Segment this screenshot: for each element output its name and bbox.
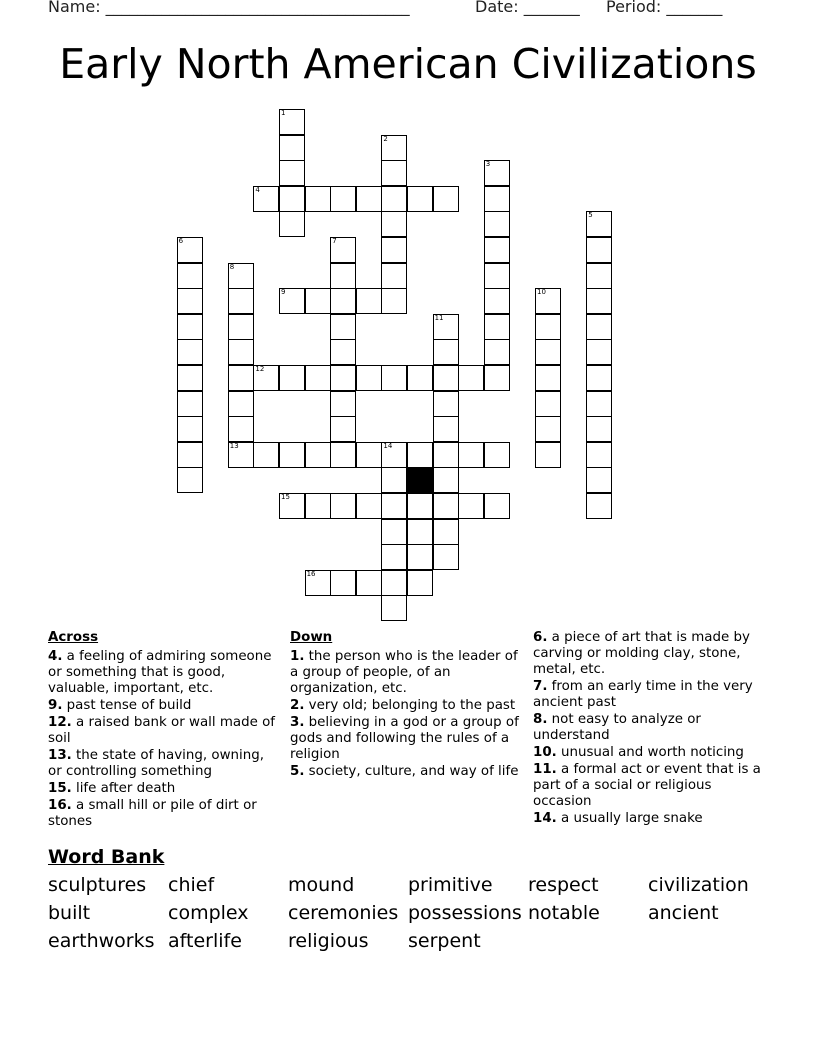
clue-text: unusual and worth noticing (556, 745, 744, 760)
clue-number: 1 (281, 109, 286, 117)
clue-number: 15 (281, 493, 290, 501)
black-cell (407, 467, 433, 493)
grid-cell[interactable] (177, 365, 203, 391)
grid-cell[interactable] (535, 365, 561, 391)
word-bank-word: sculptures (48, 874, 147, 896)
grid-cell[interactable] (433, 519, 459, 545)
clue-number: 10 (537, 288, 546, 297)
word-bank-word: notable (528, 902, 600, 924)
grid-cell[interactable] (381, 263, 407, 289)
clue-item (533, 811, 765, 827)
clue-number: 14 (383, 441, 393, 450)
grid-cell[interactable] (381, 595, 407, 621)
grid-cell[interactable] (407, 186, 433, 212)
grid-cell[interactable] (433, 493, 459, 519)
grid-cell[interactable] (356, 570, 382, 596)
clue-number: 11 (434, 313, 444, 322)
grid-cell[interactable] (381, 544, 407, 570)
grid-cell[interactable] (279, 211, 305, 237)
grid-cell[interactable] (177, 391, 203, 417)
clue-text: from an early time in the very ancient past (533, 679, 753, 710)
word-bank-word: built (48, 902, 91, 924)
word-bank-title: Word Bank (48, 846, 165, 868)
grid-cell[interactable] (586, 442, 612, 468)
clue-number-label: 8. (533, 712, 548, 727)
word-bank-word: ceremonies (288, 902, 399, 924)
clue-text: the state of having, owning, or controlling something (48, 748, 264, 779)
clue-number: 9 (281, 288, 286, 297)
date-field[interactable]: Date: _______ (475, 0, 580, 16)
grid-cell[interactable] (586, 237, 612, 263)
clue-number-label: 13. (48, 748, 72, 763)
clue-number: 7 (332, 237, 337, 245)
clue-number-label: 16. (48, 798, 72, 813)
word-bank-word: possessions (408, 902, 522, 924)
clue-text: believing in a god or a group of gods and following the rules of a religion (290, 715, 519, 762)
clue-item (48, 698, 276, 714)
grid-cell[interactable] (330, 416, 356, 442)
grid-cell[interactable] (535, 442, 561, 468)
clue-text: a usually large snake (556, 811, 703, 826)
grid-cell[interactable] (407, 442, 433, 468)
clue-number: 13 (229, 441, 239, 450)
clue-text: society, culture, and way of life (304, 764, 519, 779)
clue-number-label: 4. (48, 649, 63, 664)
grid-cell[interactable] (407, 570, 433, 596)
grid-cell[interactable] (586, 391, 612, 417)
word-bank-word: civilization (648, 874, 749, 896)
clue-number-label: 2. (290, 698, 305, 713)
word-bank-word: primitive (408, 874, 493, 896)
grid-cell[interactable] (330, 391, 356, 417)
clue-item (533, 712, 765, 744)
grid-cell[interactable] (433, 186, 459, 212)
word-bank-word: religious (288, 930, 369, 952)
grid-cell[interactable] (407, 519, 433, 545)
grid-cell[interactable] (433, 544, 459, 570)
clue-number: 6 (178, 237, 184, 245)
grid-cell[interactable] (330, 493, 356, 519)
grid-cell[interactable] (586, 314, 612, 340)
clue-item (533, 630, 765, 678)
clue-number: 12 (255, 365, 265, 373)
clue-number: 16 (306, 569, 316, 578)
grid-cell[interactable] (586, 263, 612, 289)
down-heading: Down (290, 630, 333, 645)
clue-number-label: 15. (48, 781, 72, 796)
grid-cell[interactable] (535, 391, 561, 417)
grid-cell[interactable] (381, 570, 407, 596)
clue-number-label: 14. (533, 811, 557, 826)
clue-item (48, 798, 276, 830)
clue-text: a piece of art that is made by carving or molding clay, stone, metal, etc. (533, 630, 750, 677)
grid-cell[interactable] (228, 288, 254, 314)
grid-cell[interactable] (356, 442, 382, 468)
across-clues (48, 630, 276, 831)
grid-cell[interactable] (484, 339, 510, 365)
grid-cell[interactable] (279, 160, 305, 186)
grid-cell[interactable] (228, 339, 254, 365)
clue-item (290, 698, 526, 714)
clue-number: 3 (485, 160, 491, 169)
grid-cell[interactable] (381, 186, 407, 212)
grid-cell[interactable] (484, 288, 510, 314)
grid-cell[interactable] (253, 442, 279, 468)
clue-item (48, 748, 276, 780)
grid-cell[interactable] (356, 288, 382, 314)
clue-number-label: 9. (48, 698, 63, 713)
clue-text: a formal act or event that is a part of a social or religious occasion (533, 762, 761, 809)
page-title: Early North American Civilizations (59, 40, 757, 88)
clue-number-label: 10. (533, 745, 557, 760)
clue-number: 8 (229, 262, 235, 271)
grid-cell[interactable] (586, 288, 612, 314)
grid-cell[interactable] (381, 237, 407, 263)
grid-cell[interactable] (330, 570, 356, 596)
grid-cell[interactable] (484, 314, 510, 340)
grid-cell[interactable] (228, 314, 254, 340)
clue-number-label: 6. (533, 630, 548, 645)
grid-cell[interactable] (305, 186, 331, 212)
grid-cell[interactable] (356, 365, 382, 391)
grid-cell[interactable] (228, 391, 254, 417)
grid-cell[interactable] (330, 365, 356, 391)
grid-cell[interactable] (177, 442, 203, 468)
down-clues-continued (533, 630, 765, 828)
grid-cell[interactable] (458, 493, 484, 519)
clue-text: a feeling of admiring someone or something that is good, valuable, important, etc. (48, 649, 272, 696)
grid-cell[interactable] (305, 493, 331, 519)
clue-number-label: 3. (290, 715, 305, 730)
clue-item (290, 764, 526, 780)
grid-cell[interactable] (330, 186, 356, 212)
grid-cell[interactable] (586, 467, 612, 493)
grid-cell[interactable] (433, 391, 459, 417)
grid-cell[interactable] (177, 467, 203, 493)
grid-cell[interactable] (586, 493, 612, 519)
grid-cell[interactable] (484, 237, 510, 263)
grid-cell[interactable] (586, 339, 612, 365)
grid-cell[interactable] (381, 519, 407, 545)
grid-cell[interactable] (535, 339, 561, 365)
grid-cell[interactable] (407, 365, 433, 391)
grid-cell[interactable] (356, 493, 382, 519)
clue-text: not easy to analyze or understand (533, 712, 701, 743)
clue-text: past tense of build (62, 698, 192, 713)
grid-cell[interactable] (484, 186, 510, 212)
clue-text: very old; belonging to the past (304, 698, 516, 713)
clue-item (48, 649, 276, 697)
grid-cell[interactable] (177, 263, 203, 289)
clue-item (48, 781, 276, 797)
clue-number-label: 11. (533, 762, 557, 777)
word-bank-word: chief (168, 874, 215, 896)
clue-number: 4 (255, 185, 260, 194)
word-bank-word: serpent (408, 930, 481, 952)
grid-cell[interactable] (330, 339, 356, 365)
grid-cell[interactable] (305, 288, 331, 314)
grid-cell[interactable] (484, 211, 510, 237)
grid-cell[interactable] (535, 416, 561, 442)
word-bank-word: respect (528, 874, 599, 896)
grid-cell[interactable] (433, 416, 459, 442)
clue-number: 2 (383, 134, 388, 143)
clue-item (290, 649, 526, 697)
clue-number-label: 7. (533, 679, 548, 694)
clue-number-label: 12. (48, 715, 72, 730)
grid-cell[interactable] (330, 442, 356, 468)
clue-item (533, 745, 765, 761)
clue-item (533, 679, 765, 711)
grid-cell[interactable] (458, 442, 484, 468)
clue-text: a raised bank or wall made of soil (48, 715, 276, 746)
word-bank-word: complex (168, 902, 249, 924)
grid-cell[interactable] (177, 288, 203, 314)
grid-cell[interactable] (381, 288, 407, 314)
grid-cell[interactable] (279, 365, 305, 391)
grid-cell[interactable] (407, 493, 433, 519)
clue-number-label: 5. (290, 764, 305, 779)
grid-cell[interactable] (381, 493, 407, 519)
grid-cell[interactable] (177, 416, 203, 442)
across-heading: Across (48, 630, 99, 645)
grid-cell[interactable] (279, 186, 305, 212)
name-field[interactable]: Name: ______________________________________ (48, 0, 410, 16)
clue-text: the person who is the leader of a group of people, of an organization, etc. (290, 649, 518, 696)
grid-cell[interactable] (279, 442, 305, 468)
grid-cell[interactable] (433, 365, 459, 391)
clue-number: 5 (588, 211, 593, 220)
grid-cell[interactable] (381, 211, 407, 237)
grid-cell[interactable] (407, 544, 433, 570)
grid-cell[interactable] (356, 186, 382, 212)
grid-cell[interactable] (305, 365, 331, 391)
clue-item (48, 715, 276, 747)
down-clues (290, 630, 526, 781)
clue-item (533, 762, 765, 810)
grid-cell[interactable] (433, 442, 459, 468)
grid-cell[interactable] (330, 314, 356, 340)
grid-cell[interactable] (433, 339, 459, 365)
grid-cell[interactable] (177, 314, 203, 340)
grid-cell[interactable] (228, 416, 254, 442)
period-field[interactable]: Period: _______ (606, 0, 723, 16)
grid-cell[interactable] (330, 288, 356, 314)
grid-cell[interactable] (458, 365, 484, 391)
grid-cell[interactable] (279, 135, 305, 161)
grid-cell[interactable] (305, 442, 331, 468)
grid-cell[interactable] (330, 263, 356, 289)
clue-text: a small hill or pile of dirt or stones (48, 798, 257, 829)
grid-cell[interactable] (484, 493, 510, 519)
grid-cell[interactable] (535, 314, 561, 340)
grid-cell[interactable] (484, 365, 510, 391)
clue-number-label: 1. (290, 649, 305, 664)
grid-cell[interactable] (381, 467, 407, 493)
clue-item (290, 715, 526, 763)
word-bank-word: ancient (648, 902, 719, 924)
grid-cell[interactable] (586, 416, 612, 442)
grid-cell[interactable] (484, 263, 510, 289)
word-bank-word: mound (288, 874, 355, 896)
grid-cell[interactable] (586, 365, 612, 391)
word-bank-word: afterlife (168, 930, 242, 952)
grid-cell[interactable] (484, 442, 510, 468)
clue-text: life after death (71, 781, 176, 796)
grid-cell[interactable] (228, 365, 254, 391)
word-bank-word: earthworks (48, 930, 155, 952)
grid-cell[interactable] (433, 467, 459, 493)
grid-cell[interactable] (177, 339, 203, 365)
grid-cell[interactable] (381, 365, 407, 391)
grid-cell[interactable] (381, 160, 407, 186)
